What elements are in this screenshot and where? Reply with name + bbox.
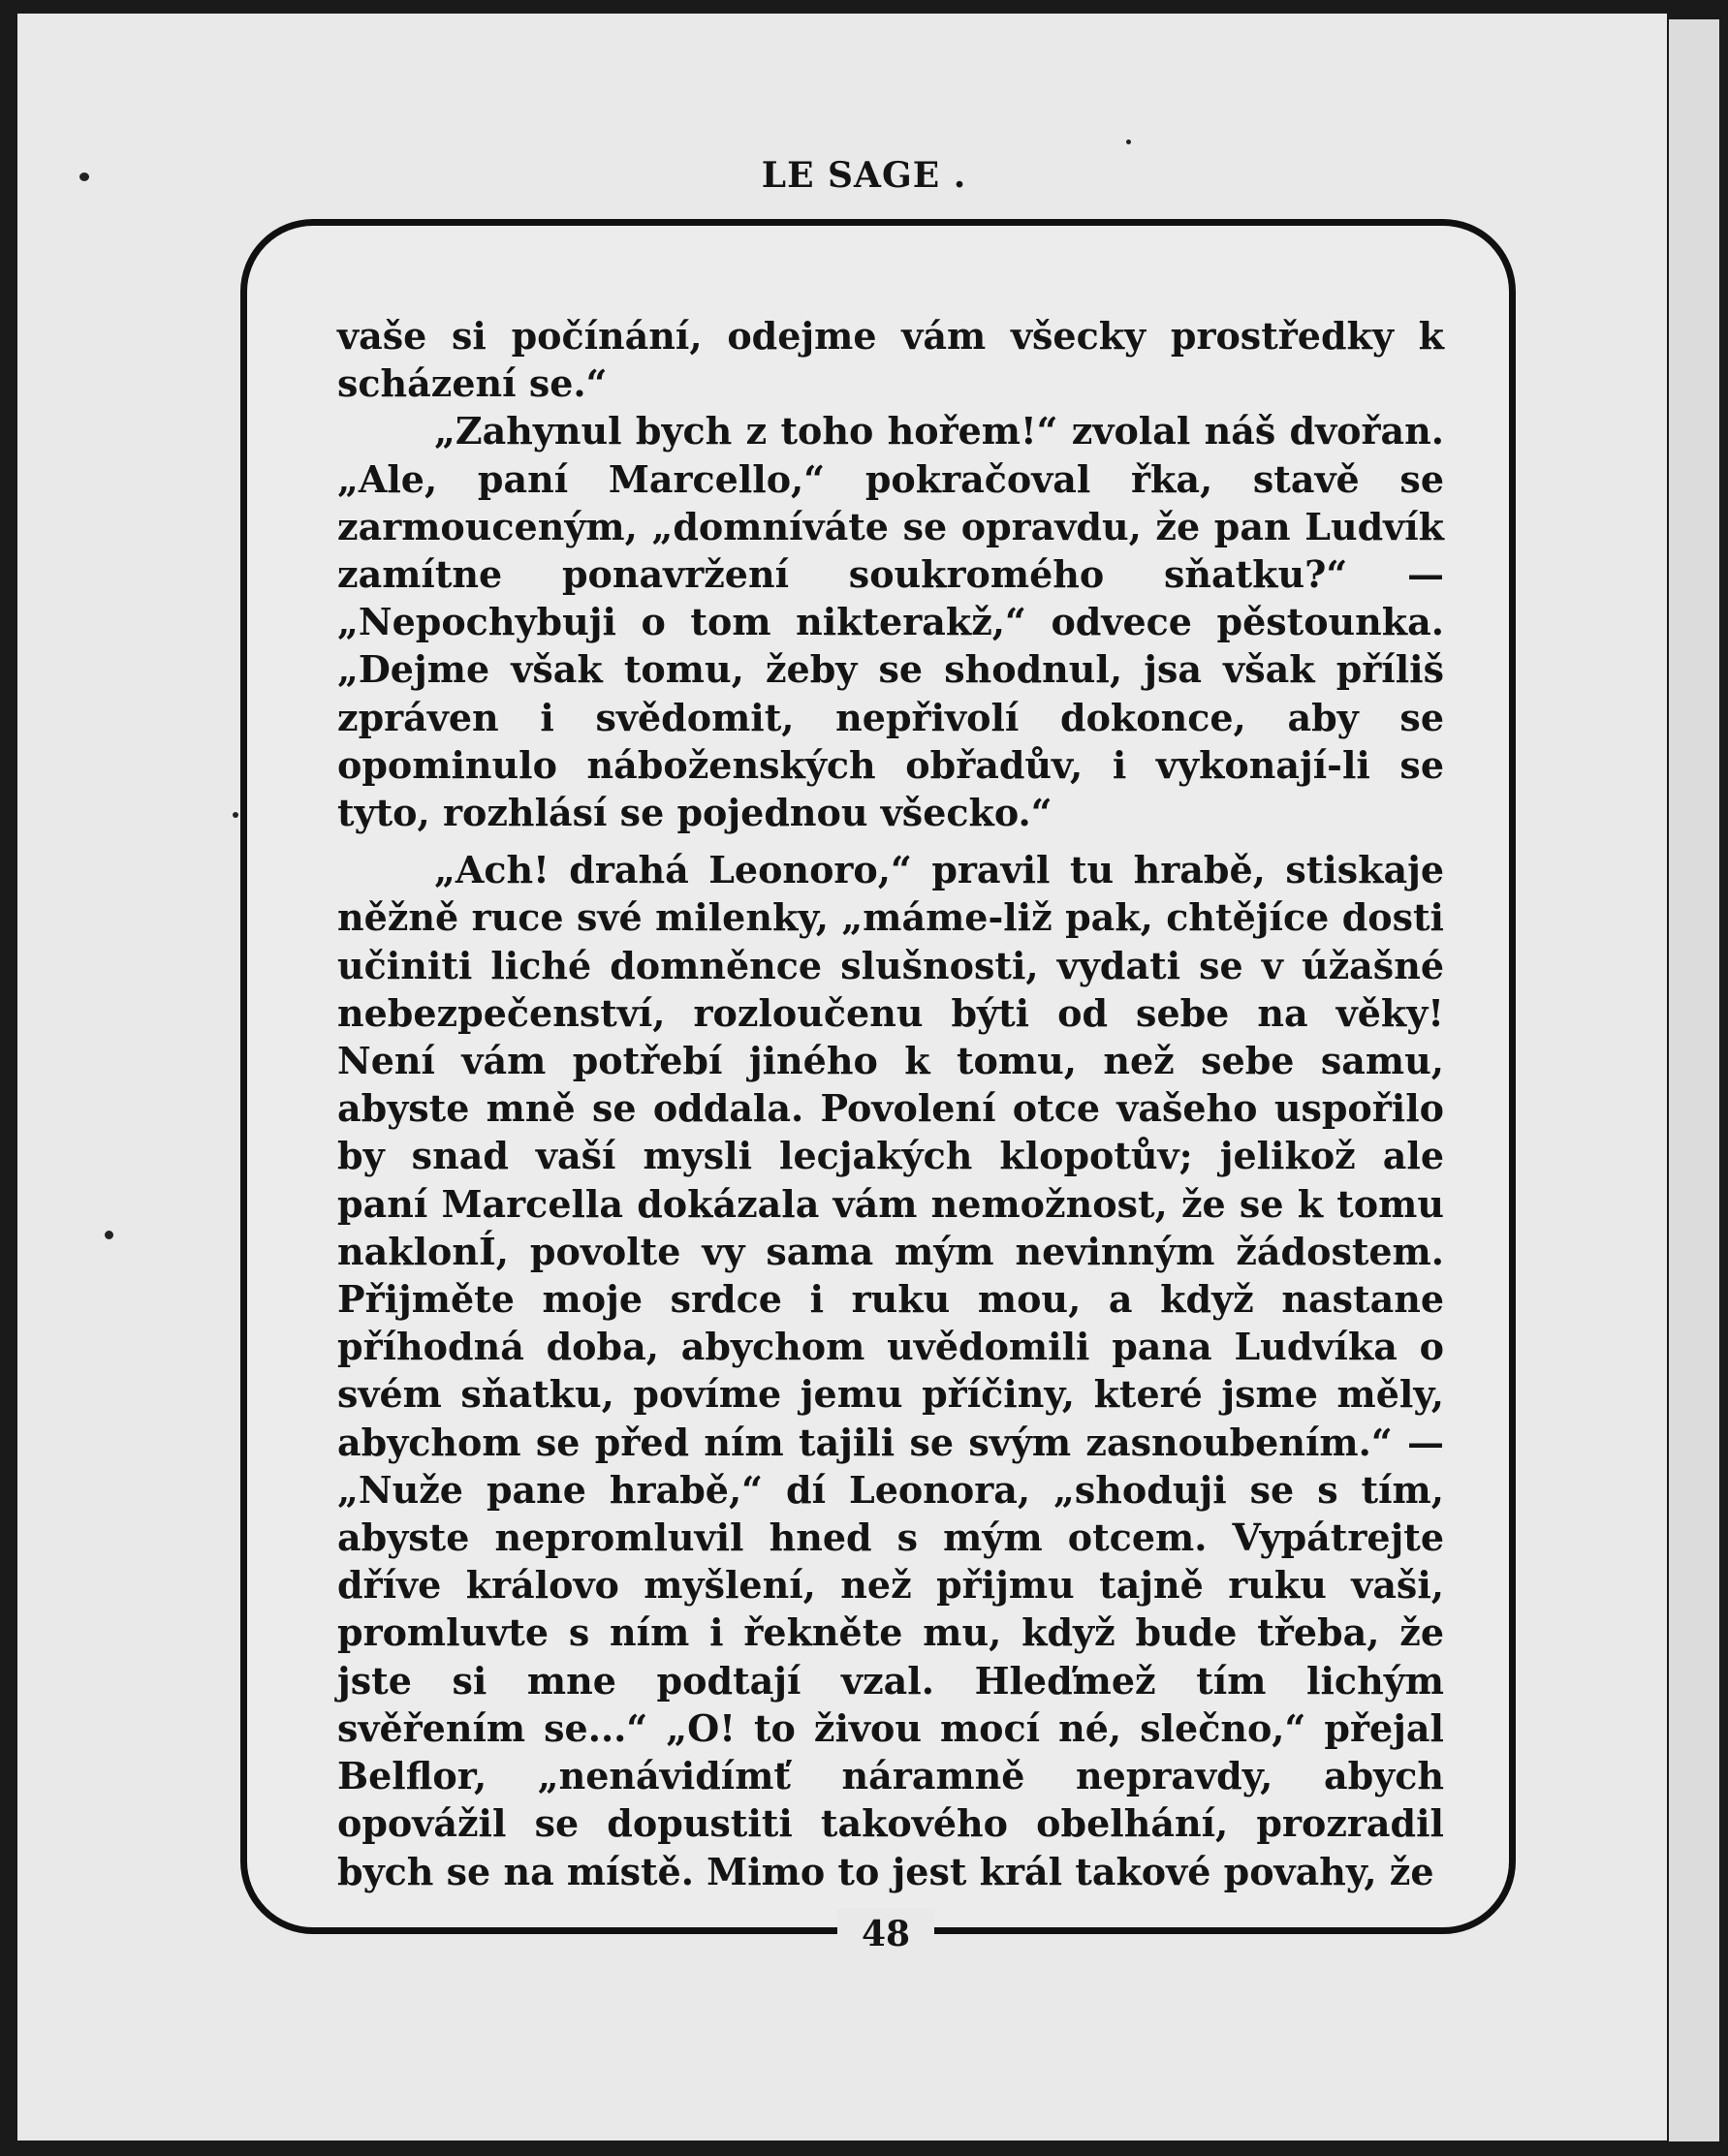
running-header: LE SAGE . xyxy=(761,155,967,196)
paragraph-1: vaše si počínání, odejme vám všecky prostředky k scházení se.“ xyxy=(337,314,1444,406)
page-number-box xyxy=(837,1909,934,1959)
print-speck xyxy=(105,1231,113,1239)
print-speck xyxy=(1126,140,1131,144)
print-speck xyxy=(233,812,238,818)
page-number: 48 xyxy=(861,1914,911,1954)
facing-page-edge xyxy=(1669,19,1719,2141)
paragraph-3: „Ach! drahá Leonoro,“ pravil tu hrabě, stiskaje něžně ruce své milenky, „máme-liž pak, chtějíce dosti učiniti liché domněnce slušnosti, vydati se v úžašné nebezpečenství, rozloučenu býti od sebe na věky! Není vám potřebí jiného k tomu, než sebe samu, abyste mně se oddala. Povolení otce vašeho uspořilo by snad vaší mysli lecjakých klopotův; jelikož ale paní Marcella dokázala vám nemožnost, že se k tomu naklonÍ, povolte vy sama mým nevinným žádostem. Přijměte moje srdce i ruku mou, a když nastane příhodná doba, abychom uvědomili pana Ludvíka o svém sňatku, povíme jemu příčiny, které jsme měly, abychom se před ním tajili se svým zasnoubením.“ — „Nuže pane hrabě,“ dí Leonora, „shoduji se s tím, abyste nepromluvil hned s mým otcem. Vypátrejte dříve královo myšlení, než přijmu tajně ruku vaši, promluvte s ním i řekněte mu, když bude třeba, že jste si mne podtají vzal. Hleďmež tím lichým svěřením se...“ „O! to živou mocí né, slečno,“ přejal Belflor, „nenávidímť náramně nepravdy, abych opovážil se dopustiti takového obelhání, prozradil bych se na místě. Mimo to jest král takové povahy, že xyxy=(337,848,1444,1893)
paragraph-2: „Zahynul bych z toho hořem!“ zvolal náš dvořan. „Ale, paní Marcello,“ pokračoval řka, stavě se zarmouceným, „domníváte se opravdu, že pan Ludvík zamítne ponavržení soukromého sňatku?“ — „Nepochybuji o tom nikterakž,“ odvece pěstounka. „Dejme však tomu, žeby se shodnul, jsa však příliš zpráven i svědomit, nepřivolí dokonce, aby se opominulo náboženských obřadův, i vykonají-li se tyto, rozhlásí se pojednou všecko.“ xyxy=(337,409,1444,835)
body-text xyxy=(337,312,1444,1895)
print-speck xyxy=(79,172,89,181)
